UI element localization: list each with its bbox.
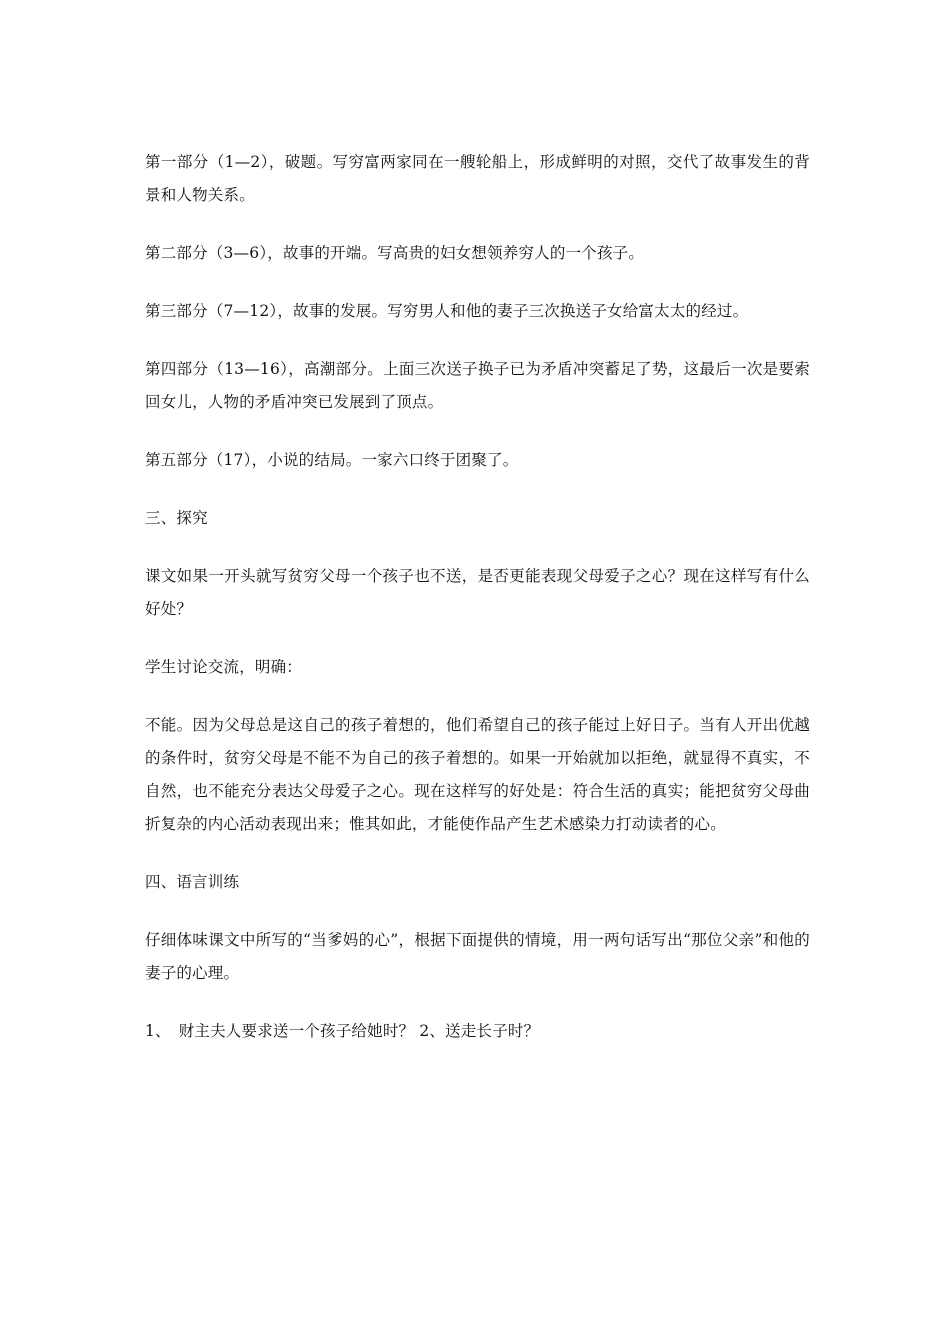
section-part-three: 第三部分（7—12），故事的发展。写穷男人和他的妻子三次换送子女给富太太的经过。 <box>145 302 749 320</box>
inquiry-answer: 不能。因为父母总是这自己的孩子着想的，他们希望自己的孩子能过上好日子。当有人开出优越的条件时，贫穷父母是不能不为自己的孩子着想的。如果一开始就加以拒绝，就显得不真实，不自然，也不能充分表达父母爱子之心。现在这样写的好处是：符合生活的真实；能把贫穷父母曲折复杂的内心活动表现出来；惟其如此，才能使作品产生艺术感染力打动读者的心。 <box>145 716 810 833</box>
heading-inquiry: 三、探究 <box>145 509 208 527</box>
section-part-four: 第四部分（13—16），高潮部分。上面三次送子换子已为矛盾冲突蓄足了势，这最后一次是要索回女儿，人物的矛盾冲突已发展到了顶点。 <box>145 360 810 411</box>
training-instruction: 仔细体味课文中所写的“当爹妈的心”，根据下面提供的情境，用一两句话写出“那位父亲”和他的妻子的心理。 <box>145 931 810 982</box>
inquiry-question: 课文如果一开头就写贫穷父母一个孩子也不送，是否更能表现父母爱子之心？现在这样写有什么好处？ <box>145 567 810 618</box>
document-body <box>145 146 810 1073</box>
section-part-one: 第一部分（1—2），破题。写穷富两家同在一艘轮船上，形成鲜明的对照，交代了故事发生的背景和人物关系。 <box>145 153 810 204</box>
section-part-two: 第二部分（3—6），故事的开端。写高贵的妇女想领养穷人的一个孩子。 <box>145 244 645 262</box>
heading-language-training: 四、语言训练 <box>145 873 240 891</box>
training-prompts: 1、 财主夫人要求送一个孩子给她时？ 2、送走长子时？ <box>145 1022 540 1040</box>
discussion-note: 学生讨论交流，明确： <box>145 658 303 676</box>
section-part-five: 第五部分（17），小说的结局。一家六口终于团聚了。 <box>145 451 519 469</box>
